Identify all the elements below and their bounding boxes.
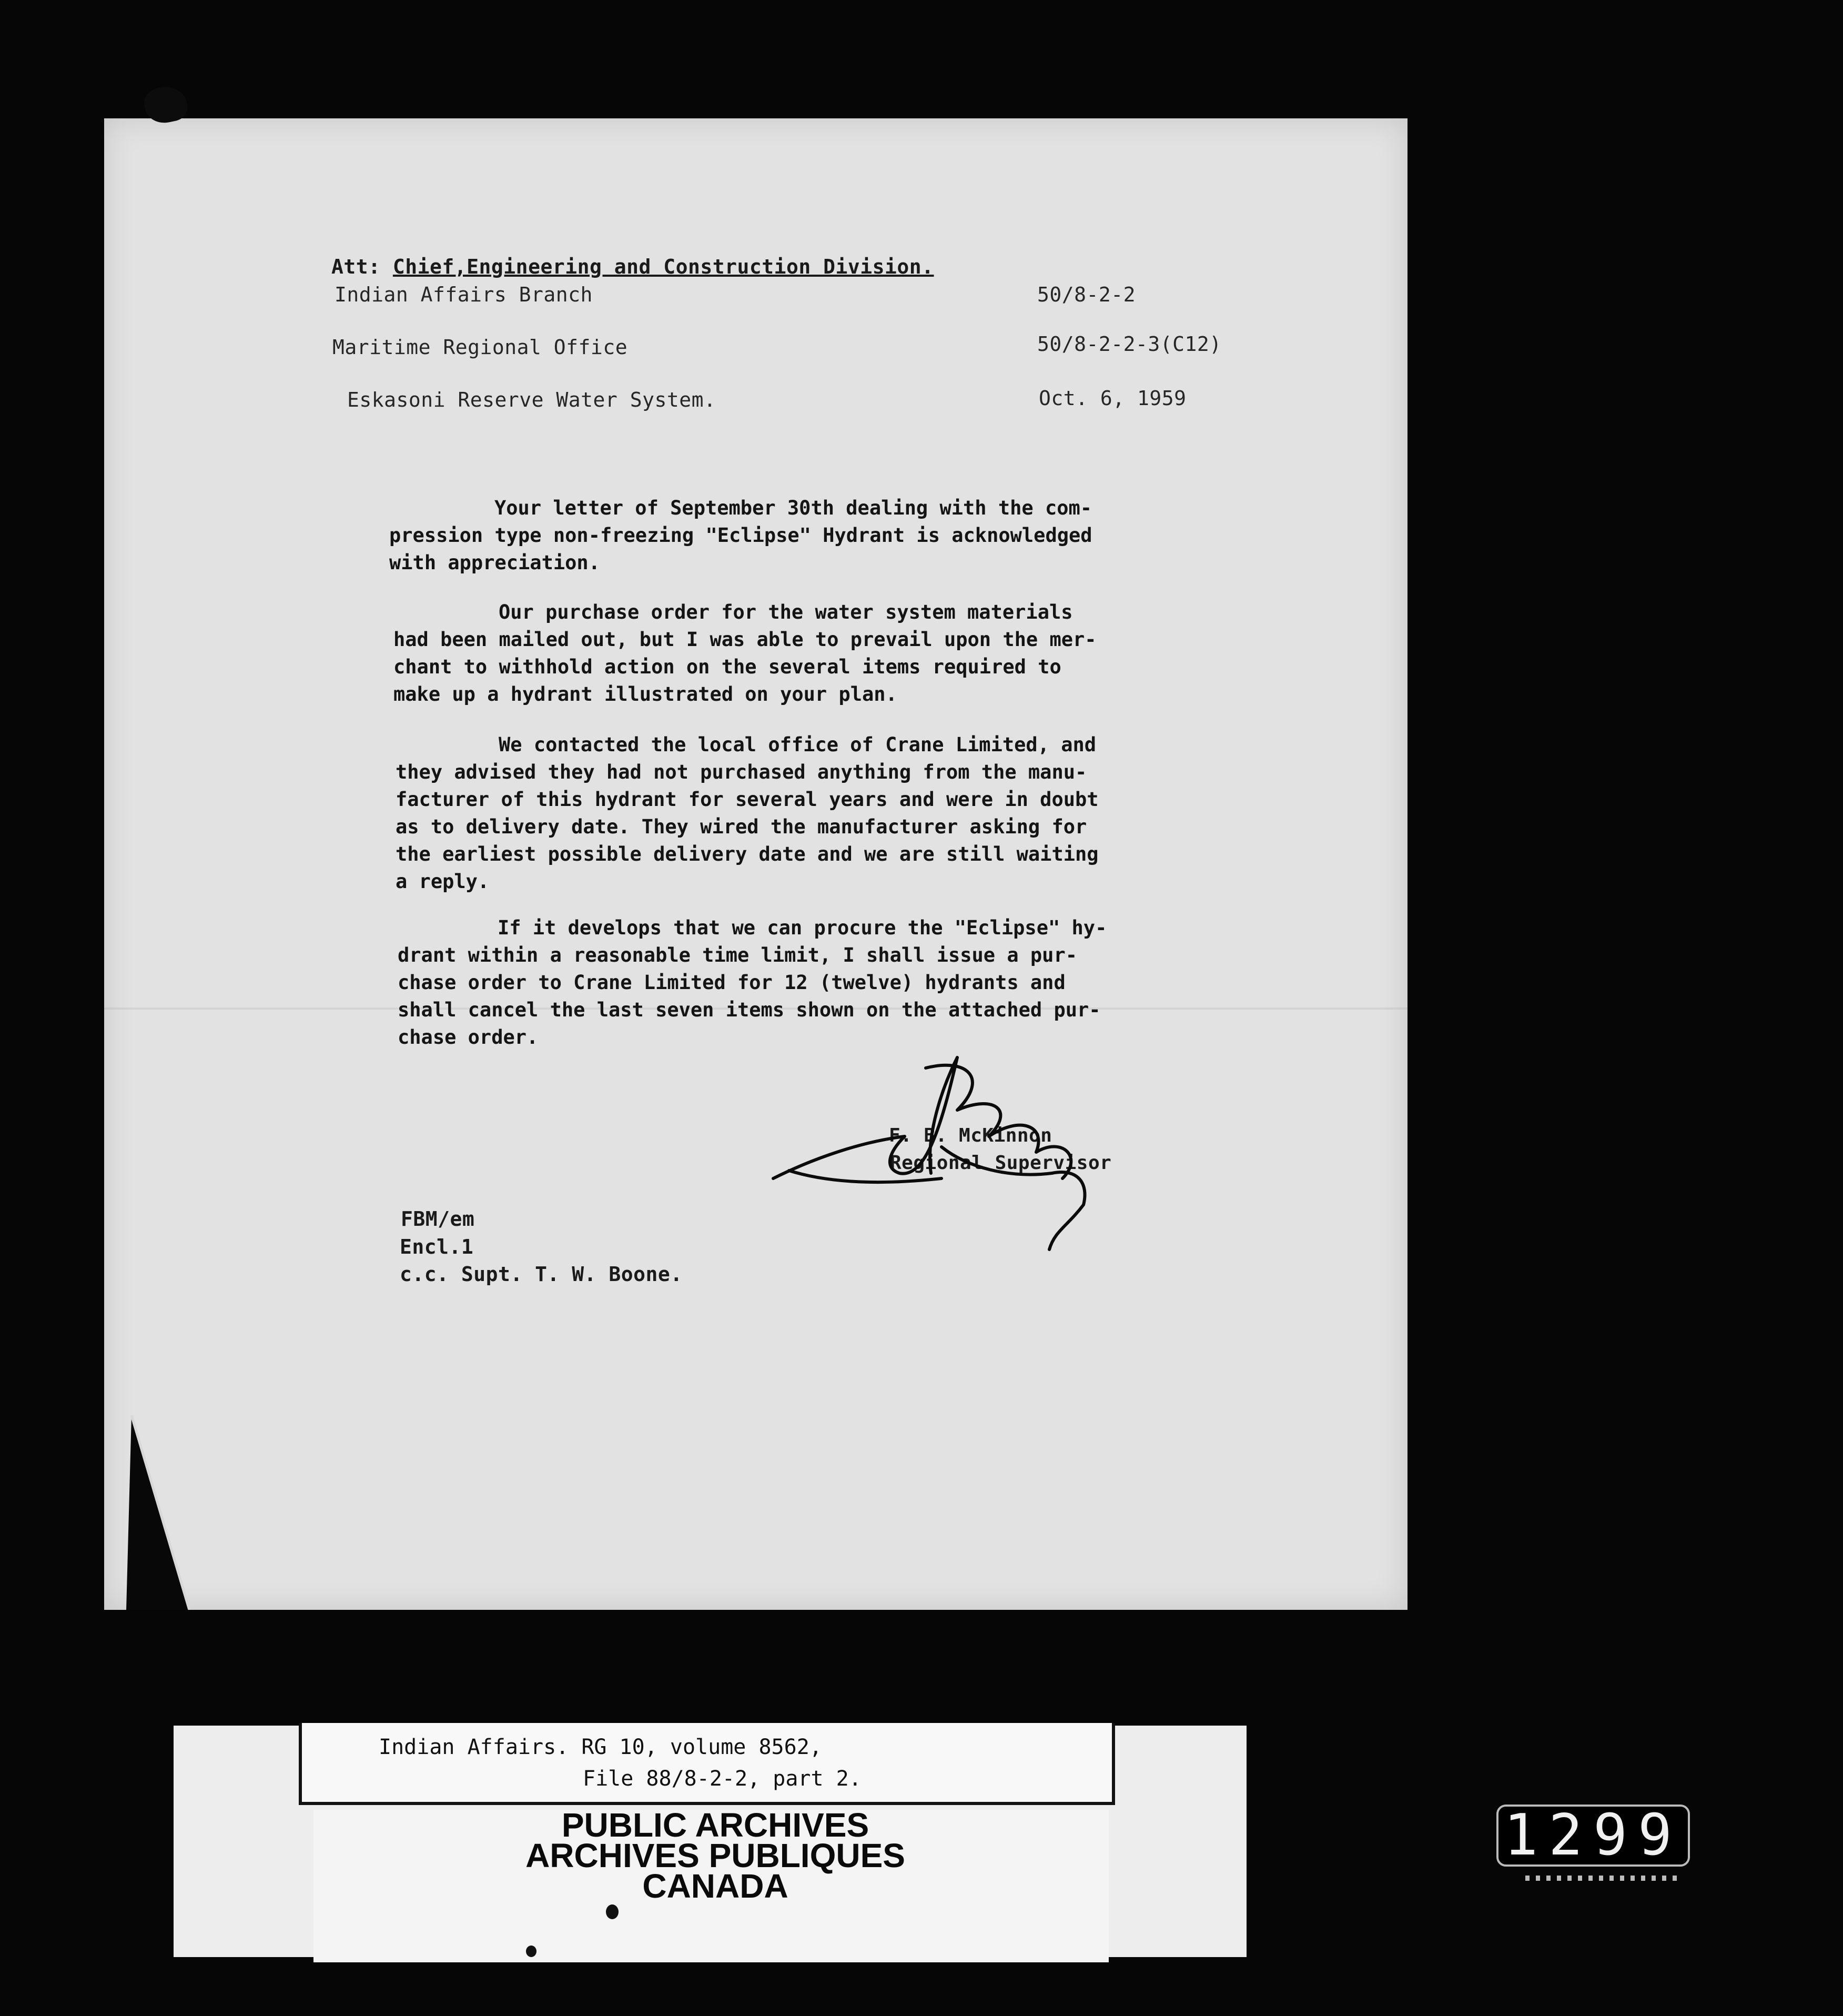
paragraph-4 — [398, 914, 1107, 1051]
att-label: Att: — [331, 255, 381, 278]
att-recipient: Chief,Engineering and Construction Division. — [392, 255, 934, 278]
text-line: make up a hydrant illustrated on your plan. — [393, 683, 897, 705]
text-line: Your letter of September 30th dealing with the com- — [494, 497, 1092, 519]
att-line — [331, 255, 934, 278]
text-line: chant to withhold action on the several items required to — [393, 656, 1061, 678]
paragraph-1 — [389, 495, 1092, 577]
paper-tear-corner — [126, 1415, 195, 1610]
letter-date: Oct. 6, 1959 — [1039, 387, 1187, 410]
frame-tick-marks — [1525, 1876, 1683, 1881]
file-ref-1: 50/8-2-2 — [1037, 283, 1136, 306]
typist-initials: FBM/em — [401, 1207, 475, 1231]
signer-title: Regional Supervisor — [890, 1152, 1112, 1174]
public-archives-heading: PUBLIC ARCHIVES — [561, 1806, 869, 1844]
text-line: had been mailed out, but I was able to prevail upon the mer- — [393, 628, 1097, 651]
from-branch: Indian Affairs Branch — [335, 283, 593, 306]
text-line: facturer of this hydrant for several years and were in doubt — [396, 788, 1099, 811]
text-line: Our purchase order for the water system materials — [499, 601, 1073, 623]
ink-dot — [606, 1904, 619, 1919]
text-line: the earliest possible delivery date and we are still waiting — [396, 843, 1099, 865]
frame-number: 1299 — [1496, 1805, 1690, 1867]
text-line: We contacted the local office of Crane Limited, and — [499, 733, 1097, 756]
archive-ref-line-2: File 88/8-2-2, part 2. — [583, 1767, 862, 1791]
signer-name: F. B. McKinnon — [889, 1125, 1052, 1146]
text-line: chase order to Crane Limited for 12 (twelve) hydrants and — [398, 971, 1066, 994]
text-line: shall cancel the last seven items shown on the attached pur- — [398, 999, 1101, 1021]
text-line: drant within a reasonable time limit, I shall issue a pur- — [398, 944, 1078, 966]
file-ref-2: 50/8-2-2-3(C12) — [1037, 332, 1222, 356]
canada-heading: CANADA — [642, 1867, 788, 1905]
text-line: with appreciation. — [389, 551, 600, 574]
paragraph-3 — [396, 731, 1099, 895]
archives-publiques-heading: ARCHIVES PUBLIQUES — [525, 1837, 905, 1874]
enclosure-note: Encl.1 — [400, 1235, 474, 1258]
subject-line: Eskasoni Reserve Water System. — [347, 388, 716, 411]
text-line: If it develops that we can procure the "Eclipse" hy- — [498, 916, 1107, 939]
paragraph-2 — [393, 599, 1097, 708]
text-line: a reply. — [396, 870, 490, 893]
from-office: Maritime Regional Office — [332, 336, 628, 359]
ink-dot — [526, 1946, 536, 1957]
text-line: chase order. — [398, 1026, 539, 1049]
text-line: pression type non-freezing "Eclipse" Hydrant is acknowledged — [389, 524, 1092, 547]
text-line: they advised they had not purchased anything from the manu- — [396, 761, 1087, 783]
archive-ref-line-1: Indian Affairs. RG 10, volume 8562, — [379, 1735, 822, 1759]
text-line: as to delivery date. They wired the manufacturer asking for — [396, 815, 1087, 838]
carbon-copy: c.c. Supt. T. W. Boone. — [400, 1263, 683, 1286]
handwritten-signature — [768, 1047, 1115, 1257]
